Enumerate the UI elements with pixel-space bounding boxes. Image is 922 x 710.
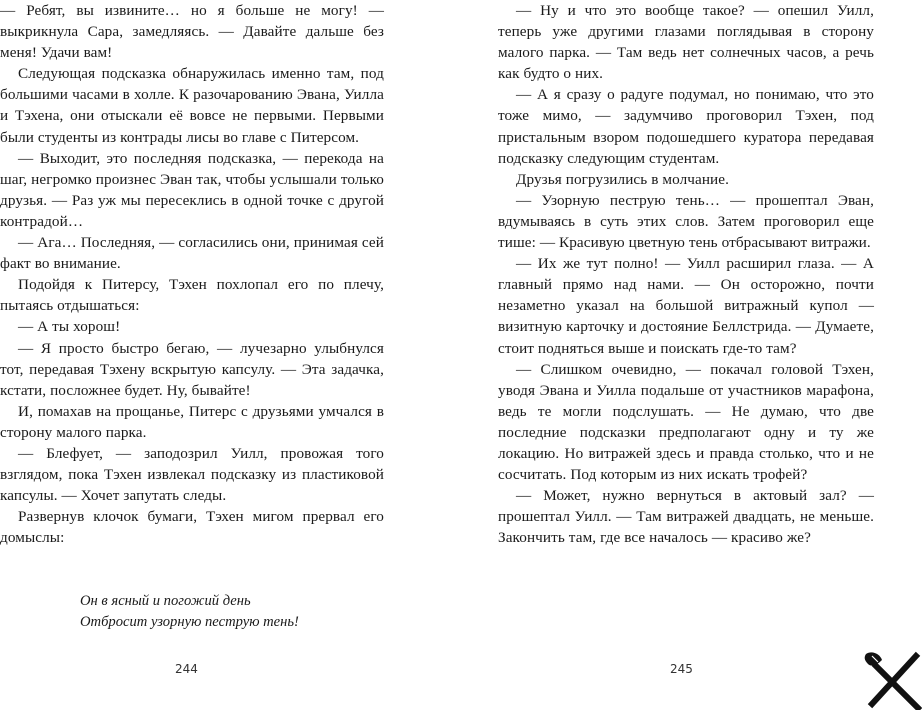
paragraph: Друзья погрузились в молчание.: [516, 170, 730, 188]
paragraph: — Блефует, — заподозрил Уилл, провожая того взглядом, пока Тэхен извлекал подсказку из пластиковой капсулы. — Хочет запутать следы.: [0, 444, 384, 505]
paragraph: — Слишком очевидно, — покачал головой Тэхен, уводя Эвана и Уилла подальше от участников марафона, ведь те могли подслушать. — Не думаю, что две последние подсказки предполагают одну и ту же локацию. Но витражей здесь и правда столько, что и не сосчитать. Под которым из них искать трофей?: [498, 360, 874, 484]
right-page: [498, 0, 874, 548]
paragraph: Подойдя к Питерсу, Тэхен похлопал его по плечу, пытаясь отдышаться:: [0, 276, 384, 315]
paragraph: — А ты хорош!: [18, 318, 121, 336]
paragraph: Развернув клочок бумаги, Тэхен мигом прервал его домыслы:: [0, 508, 384, 547]
paragraph: — Выходит, это последняя подсказка, — перекода на шаг, негромко произнес Эван так, чтобы услышали только друзья. — Раз уж мы пересеклись в одной точке с другой контрадой…: [0, 149, 384, 230]
paragraph: — Ну и что это вообще такое? — опешил Уилл, теперь уже другими глазами поглядывая в сторону малого парка. — Там ведь нет солнечных часов, а речь как будто о них.: [498, 2, 874, 83]
left-page: [0, 0, 384, 548]
paragraph: И, помахав на прощанье, Питерс с друзьями умчался в сторону малого парка.: [0, 402, 384, 441]
paragraph: — Ребят, вы извините… но я больше не могу! — выкрикнула Сара, замедляясь. — Давайте дальше без меня! Удачи вам!: [0, 2, 384, 62]
paragraph: — Ага… Последняя, — согласились они, принимая сей факт во внимание.: [0, 234, 384, 273]
paragraph: — Я просто быстро бегаю, — лучезарно улыбнулся тот, передавая Тэхену вскрытую капсулу. — Эта задачка, кстати, посложнее будет. Ну, бывайте!: [0, 339, 384, 399]
verse-quote: [80, 591, 380, 633]
verse-line: Отбросит узорную пеструю тень!: [80, 614, 299, 630]
left-page-text: [0, 0, 384, 548]
paragraph: — Узорную пеструю тень… — прошептал Эван, вдумываясь в суть этих слов. Затем проговорил еще тише: — Красивую цветную тень отбрасывают витражи.: [498, 191, 874, 252]
paragraph: — А я сразу о радуге подумал, но понимаю, что это тоже мимо, — задумчиво проговорил Тэхен, под пристальным взором подошедшего куратора передавая подсказку следующим студентам.: [498, 86, 874, 167]
page-number-left: 244: [175, 662, 198, 676]
paragraph: Следующая подсказка обнаружилась именно там, под большими часами в холле. К разочарованию Эвана, Уилла и Тэхена, они отыскали её вовсе не первыми. Первыми были студенты из контрады лисы во главе с Питерсом.: [0, 65, 384, 146]
crossed-quill-logo-icon: [862, 648, 922, 710]
verse-line: Он в ясный и погожий день: [80, 593, 251, 609]
paragraph: — Может, нужно вернуться в актовый зал? — прошептал Уилл. — Там витражей двадцать, не меньше. Закончить там, где все началось — красиво же?: [498, 487, 874, 547]
page-number-right: 245: [670, 662, 693, 676]
right-page-text: [498, 0, 874, 548]
paragraph: — Их же тут полно! — Уилл расширил глаза. — А главный прямо над нами. — Он осторожно, почти незаметно указал на большой витражный купол — визитную карточку и достояние Беллстрида. — Думаете, стоит подняться выше и поискать где-то там?: [498, 255, 874, 357]
